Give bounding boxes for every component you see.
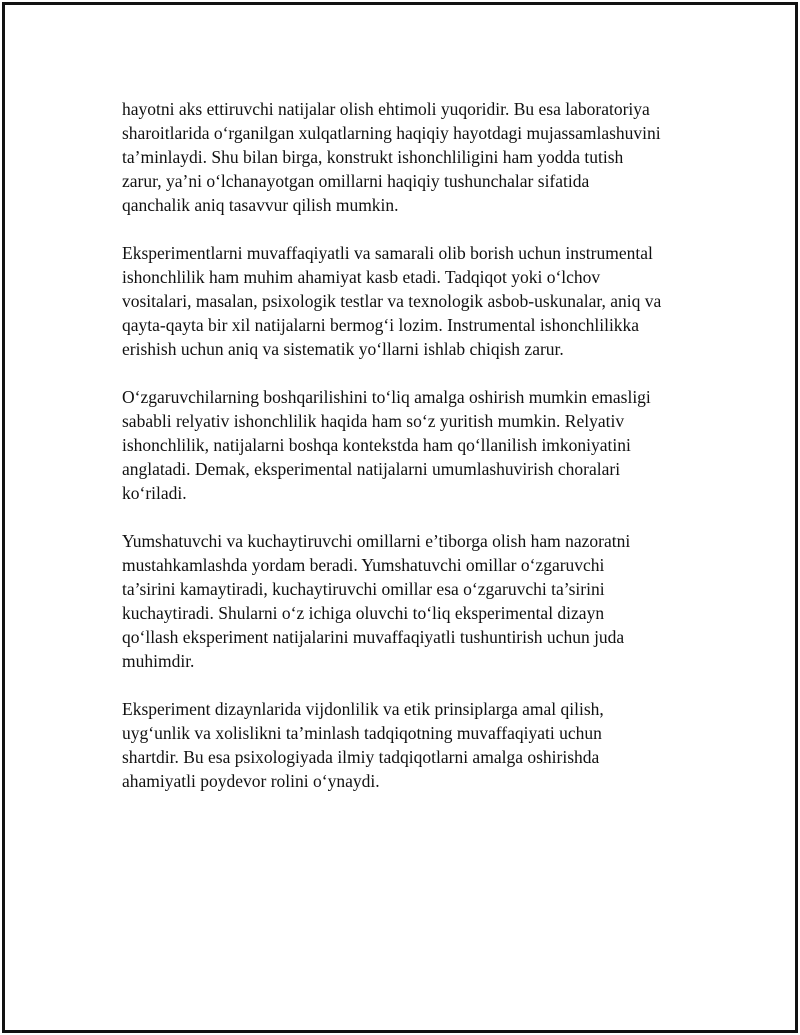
paragraph-1: hayotni aks ettiruvchi natijalar olish ehtimoli yuqoridir. Bu esa laboratoriya sharoitlarida o‘rganilgan xulqatlarning haqiqiy hayotdagi mujassamlashuvini ta’minlaydi. Shu bilan birga, konstrukt ishonchliligini ham yodda tutish zarur, ya’ni o‘lchanayotgan omillarni haqiqiy tushunchalar sifatida qanchalik aniq tasavvur qilish mumkin. [122,99,661,215]
paragraph-2: Eksperimentlarni muvaffaqiyatli va samarali olib borish uchun instrumental ishonchlilik ham muhim ahamiyat kasb etadi. Tadqiqot yoki o‘lchov vositalari, masalan, psixologik testlar va texnologik asbob-uskunalar, aniq va qayta-qayta bir xil natijalarni bermog‘i lozim. Instrumental ishonchlilikka erishish uchun aniq va sistematik yo‘llarni ishlab chiqish zarur. [122,243,662,359]
document-body [122,97,712,817]
paragraph-3: O‘zgaruvchilarning boshqarilishini to‘liq amalga oshirish mumkin emasligi sababli relyativ ishonchlilik haqida ham so‘z yuritish mumkin. Relyativ ishonchlilik, natijalarni boshqa kontekstda ham qo‘llanilish imkoniyatini anglatadi. Demak, eksperimental natijalarni umumlashuvirish choralari ko‘riladi. [122,387,651,503]
paragraph-4: Yumshatuvchi va kuchaytiruvchi omillarni e’tiborga olish ham nazoratni mustahkamlashda yordam beradi. Yumshatuvchi omillar o‘zgaruvchi ta’sirini kamaytiradi, kuchaytiruvchi omillar esa o‘zgaruvchi ta’sirini kuchaytiradi. Shularni o‘z ichiga oluvchi to‘liq eksperimental dizayn qo‘llash eksperiment natijalarini muvaffaqiyatli tushuntirish uchun juda muhimdir. [122,531,631,671]
page-frame [2,2,798,1033]
paragraph-5: Eksperiment dizaynlarida vijdonlilik va etik prinsiplarga amal qilish, uyg‘unlik va xolislikni ta’minlash tadqiqotning muvaffaqiyati uchun shartdir. Bu esa psixologiyada ilmiy tadqiqotlarni amalga oshirishda ahamiyatli poydevor rolini o‘ynaydi. [122,699,604,791]
